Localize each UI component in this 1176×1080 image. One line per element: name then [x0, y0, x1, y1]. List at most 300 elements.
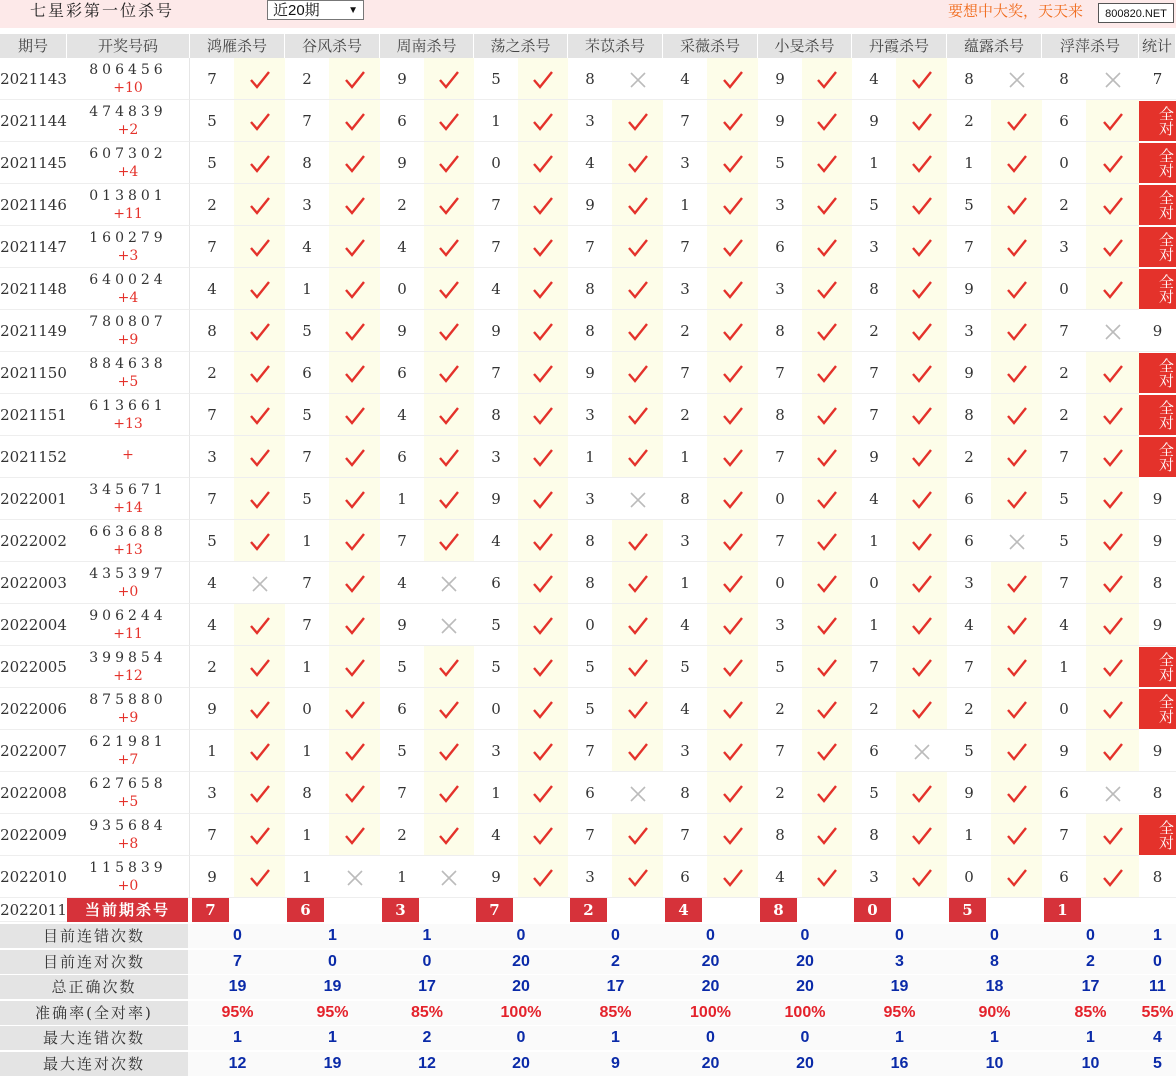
- check-icon: [1006, 279, 1028, 301]
- stat-value: 20: [796, 952, 814, 970]
- kill-number-cell: 0: [947, 856, 991, 898]
- stat-value: 20: [796, 978, 814, 995]
- kill-number-cell: 5: [474, 604, 518, 646]
- kill-number-cell: 8: [663, 478, 707, 520]
- period-cell: 2021151: [0, 394, 67, 436]
- kill-number-cell: 7: [474, 352, 518, 394]
- column-header: 荡之杀号: [474, 34, 568, 58]
- kill-number-cell: 1: [663, 184, 707, 226]
- kill-number-cell: 8: [568, 310, 612, 352]
- check-icon: [627, 111, 649, 133]
- check-icon: [1102, 489, 1124, 511]
- result-cell: [802, 730, 852, 772]
- check-icon: [438, 111, 460, 133]
- check-icon: [816, 699, 838, 721]
- stat-label: 目前连对次数: [0, 950, 188, 974]
- stat-label: 准确率(全对率): [0, 1001, 188, 1025]
- result-cell: [707, 772, 758, 814]
- current-period-cell: 2022011: [0, 898, 67, 922]
- column-header: 采薇杀号: [663, 34, 758, 58]
- result-cell: [518, 394, 568, 436]
- check-icon: [1006, 699, 1028, 721]
- kill-number-cell: 1: [380, 478, 424, 520]
- kill-number-cell: 1: [380, 856, 424, 898]
- check-icon: [344, 657, 366, 679]
- stat-label: 最大连对次数: [0, 1052, 188, 1076]
- stat-value: 17: [606, 978, 625, 995]
- kill-number-cell: 5: [568, 646, 612, 688]
- draw-number-cell: [67, 688, 190, 730]
- kill-number-cell: 9: [474, 856, 518, 898]
- result-cell: [234, 478, 285, 520]
- kill-number-cell: 8: [947, 58, 991, 100]
- kill-number-cell: 7: [285, 562, 329, 604]
- result-cell: [802, 184, 852, 226]
- kill-number-cell: 8: [474, 394, 518, 436]
- current-kill-number: 7: [476, 898, 513, 922]
- check-icon: [249, 531, 271, 553]
- result-cell: [896, 58, 947, 100]
- kill-number-cell: 7: [568, 226, 612, 268]
- top-bar: [0, 0, 1176, 28]
- kill-number-cell: 7: [285, 436, 329, 478]
- result-cell: [424, 310, 474, 352]
- kill-number-cell: 4: [380, 562, 424, 604]
- result-cell: [707, 562, 758, 604]
- result-cell: [234, 226, 285, 268]
- check-icon: [627, 279, 649, 301]
- column-header: 鸿雁杀号: [190, 34, 285, 58]
- check-icon: [344, 111, 366, 133]
- period-cell: 2022002: [0, 520, 67, 562]
- current-kill-number: 0: [854, 898, 891, 922]
- kill-number-cell: 9: [852, 100, 896, 142]
- draw-sum: +0: [117, 584, 139, 600]
- kill-number-cell: 3: [285, 184, 329, 226]
- kill-number-cell: 9: [380, 604, 424, 646]
- kill-number-cell: 5: [190, 142, 234, 184]
- result-cell: [424, 184, 474, 226]
- kill-number-cell: 5: [1042, 520, 1086, 562]
- draw-digits: 875880: [89, 692, 167, 708]
- check-icon: [722, 657, 744, 679]
- kill-number-cell: 3: [663, 520, 707, 562]
- kill-number-cell: 9: [947, 352, 991, 394]
- draw-number-cell: [67, 772, 190, 814]
- draw-sum: +13: [113, 416, 143, 432]
- check-icon: [249, 783, 271, 805]
- kill-number-cell: 7: [663, 814, 707, 856]
- kill-number-cell: 8: [1042, 58, 1086, 100]
- result-cell: [896, 436, 947, 478]
- period-select[interactable]: [267, 0, 364, 20]
- kill-number-cell: 8: [568, 268, 612, 310]
- stat-value: 0: [516, 1029, 526, 1046]
- result-cell: [1086, 100, 1139, 142]
- kill-number-cell: 2: [380, 814, 424, 856]
- result-cell: [896, 604, 947, 646]
- kill-number-cell: 3: [474, 730, 518, 772]
- kill-number-cell: 1: [1042, 646, 1086, 688]
- check-icon: [816, 615, 838, 637]
- result-cell: [329, 100, 380, 142]
- kill-number-cell: 2: [1042, 352, 1086, 394]
- draw-number-cell: [67, 856, 190, 898]
- result-cell: [234, 646, 285, 688]
- draw-digits: 345671: [89, 482, 167, 498]
- stat-value: 0: [516, 927, 526, 944]
- stat-value: 19: [890, 978, 909, 995]
- all-correct-badge: 全对: [1139, 227, 1176, 267]
- column-header: 统计: [1139, 34, 1176, 58]
- stat-label: 最大连错次数: [0, 1026, 188, 1050]
- draw-number-cell: [67, 520, 190, 562]
- period-cell: 2022010: [0, 856, 67, 898]
- kill-number-cell: 3: [568, 100, 612, 142]
- kill-number-cell: 7: [947, 226, 991, 268]
- check-icon: [816, 363, 838, 385]
- all-correct-badge: 全对: [1139, 437, 1176, 477]
- result-cell: [612, 58, 663, 100]
- result-cell: [329, 688, 380, 730]
- check-icon: [532, 447, 554, 469]
- kill-number-cell: 6: [947, 478, 991, 520]
- stat-value: 20: [701, 1054, 720, 1072]
- kill-number-cell: 6: [1042, 856, 1086, 898]
- kill-number-cell: 5: [758, 142, 802, 184]
- draw-digits: 884638: [89, 356, 167, 372]
- stat-value: 55%: [1141, 1003, 1174, 1021]
- kill-number-cell: 8: [758, 394, 802, 436]
- check-icon: [1102, 153, 1124, 175]
- kill-number-cell: 6: [758, 226, 802, 268]
- draw-sum: +0: [117, 878, 139, 894]
- draw-number-cell: [67, 394, 190, 436]
- draw-sum: +11: [113, 206, 143, 222]
- result-cell: [802, 394, 852, 436]
- kill-number-cell: 8: [758, 310, 802, 352]
- stat-count-cell: 9: [1139, 478, 1176, 520]
- check-icon: [438, 489, 460, 511]
- kill-number-cell: 8: [663, 772, 707, 814]
- check-icon: [344, 531, 366, 553]
- current-kill-number: 5: [949, 898, 986, 922]
- chevron-down-icon: ▼: [348, 5, 358, 16]
- result-cell: [1086, 226, 1139, 268]
- check-icon: [816, 321, 838, 343]
- result-cell: [802, 688, 852, 730]
- result-cell: [896, 478, 947, 520]
- check-icon: [532, 237, 554, 259]
- kill-number-cell: 7: [285, 604, 329, 646]
- period-cell: 2021145: [0, 142, 67, 184]
- result-cell: [329, 604, 380, 646]
- result-cell: [234, 142, 285, 184]
- kill-number-cell: 7: [568, 730, 612, 772]
- result-cell: [991, 730, 1042, 772]
- check-icon: [722, 615, 744, 637]
- result-cell: [518, 436, 568, 478]
- result-cell: [991, 814, 1042, 856]
- result-cell: [991, 310, 1042, 352]
- kill-number-cell: 2: [190, 646, 234, 688]
- draw-sum: +5: [117, 374, 139, 390]
- period-cell: 2022007: [0, 730, 67, 772]
- check-icon: [627, 405, 649, 427]
- site-badge[interactable]: 800820.NET: [1098, 3, 1174, 23]
- cross-icon: [1102, 783, 1124, 805]
- result-cell: [707, 352, 758, 394]
- kill-number-cell: 2: [663, 310, 707, 352]
- stat-value: 0: [800, 927, 810, 944]
- result-cell: [329, 352, 380, 394]
- kill-number-cell: 6: [852, 730, 896, 772]
- kill-number-cell: 4: [663, 688, 707, 730]
- result-cell: [802, 310, 852, 352]
- result-cell: [707, 184, 758, 226]
- stat-value: 0: [706, 1029, 715, 1046]
- kill-number-cell: 8: [568, 520, 612, 562]
- kill-number-cell: 3: [852, 856, 896, 898]
- kill-number-cell: 0: [1042, 688, 1086, 730]
- result-cell: [329, 394, 380, 436]
- kill-number-cell: 7: [852, 352, 896, 394]
- result-cell: [707, 604, 758, 646]
- kill-number-cell: 3: [947, 310, 991, 352]
- result-cell: [612, 394, 663, 436]
- check-icon: [1102, 195, 1124, 217]
- kill-number-cell: 7: [474, 226, 518, 268]
- result-cell: [802, 100, 852, 142]
- check-icon: [816, 657, 838, 679]
- result-cell: [991, 520, 1042, 562]
- kill-number-cell: 2: [190, 184, 234, 226]
- kill-number-cell: 3: [758, 268, 802, 310]
- result-cell: [896, 310, 947, 352]
- kill-number-cell: 9: [568, 184, 612, 226]
- result-cell: [424, 856, 474, 898]
- draw-number-cell: [67, 58, 190, 100]
- kill-number-cell: 7: [190, 478, 234, 520]
- result-cell: [234, 436, 285, 478]
- kill-number-cell: 2: [758, 772, 802, 814]
- kill-number-cell: 2: [852, 688, 896, 730]
- draw-digits: 806456: [89, 62, 167, 78]
- kill-number-cell: 6: [474, 562, 518, 604]
- stat-value: 19: [323, 978, 342, 995]
- check-icon: [249, 237, 271, 259]
- result-cell: [329, 226, 380, 268]
- draw-number-cell: [67, 562, 190, 604]
- check-icon: [722, 111, 744, 133]
- stat-value: 1: [422, 927, 432, 944]
- check-icon: [249, 867, 271, 889]
- draw-digits: 435397: [89, 566, 167, 582]
- draw-digits: 780807: [89, 314, 167, 330]
- kill-number-cell: 1: [285, 646, 329, 688]
- stat-count-cell: 8: [1139, 562, 1176, 604]
- check-icon: [1102, 279, 1124, 301]
- stat-value: 11: [1149, 978, 1166, 995]
- result-cell: [802, 562, 852, 604]
- draw-sum: +7: [117, 752, 139, 768]
- check-icon: [249, 657, 271, 679]
- kill-number-cell: 3: [663, 268, 707, 310]
- result-cell: [707, 730, 758, 772]
- check-icon: [344, 615, 366, 637]
- kill-number-cell: 7: [758, 520, 802, 562]
- cross-icon: [344, 867, 366, 889]
- stat-value: 2: [422, 1029, 432, 1046]
- draw-number-cell: [67, 184, 190, 226]
- page-title: 七星彩第一位杀号: [30, 1, 175, 20]
- check-icon: [722, 195, 744, 217]
- check-icon: [816, 867, 838, 889]
- kill-number-cell: 9: [758, 100, 802, 142]
- period-cell: 2022001: [0, 478, 67, 520]
- kill-number-cell: 7: [190, 226, 234, 268]
- kill-number-cell: 8: [285, 142, 329, 184]
- kill-number-cell: 2: [190, 352, 234, 394]
- check-icon: [1102, 573, 1124, 595]
- check-icon: [627, 573, 649, 595]
- result-cell: [612, 100, 663, 142]
- result-cell: [1086, 856, 1139, 898]
- result-cell: [234, 352, 285, 394]
- draw-digits: 474839: [89, 104, 167, 120]
- kill-number-cell: 5: [285, 394, 329, 436]
- result-cell: [1086, 604, 1139, 646]
- draw-sum: +5: [117, 794, 139, 810]
- result-cell: [612, 142, 663, 184]
- stat-label: 总正确次数: [0, 975, 188, 999]
- check-icon: [532, 321, 554, 343]
- result-cell: [802, 436, 852, 478]
- check-icon: [722, 699, 744, 721]
- result-cell: [329, 58, 380, 100]
- result-cell: [518, 520, 568, 562]
- check-icon: [344, 195, 366, 217]
- current-kill-number: 1: [1044, 898, 1081, 922]
- draw-digits: 607302: [89, 146, 167, 162]
- result-cell: [612, 604, 663, 646]
- current-kill-number: 3: [382, 898, 419, 922]
- result-cell: [612, 646, 663, 688]
- result-cell: [424, 58, 474, 100]
- kill-number-cell: 7: [380, 520, 424, 562]
- result-cell: [612, 310, 663, 352]
- result-cell: [991, 772, 1042, 814]
- result-cell: [234, 58, 285, 100]
- result-cell: [234, 604, 285, 646]
- kill-number-cell: 4: [190, 562, 234, 604]
- stat-count-cell: 9: [1139, 604, 1176, 646]
- draw-number-cell: [67, 604, 190, 646]
- cross-icon: [627, 783, 649, 805]
- result-cell: [896, 730, 947, 772]
- kill-number-cell: 0: [758, 478, 802, 520]
- kill-number-cell: 8: [568, 58, 612, 100]
- check-icon: [249, 363, 271, 385]
- kill-number-cell: 9: [947, 772, 991, 814]
- result-cell: [518, 478, 568, 520]
- result-cell: [991, 604, 1042, 646]
- stat-value: 90%: [978, 1003, 1011, 1021]
- kill-number-cell: 1: [285, 268, 329, 310]
- result-cell: [234, 814, 285, 856]
- all-correct-badge: 全对: [1139, 815, 1176, 855]
- draw-number-cell: [67, 100, 190, 142]
- kill-number-cell: 4: [663, 604, 707, 646]
- draw-digits: 613661: [89, 398, 167, 414]
- slogan-marquee[interactable]: 要想中大奖，天天来: [948, 2, 1084, 20]
- stat-value: 4: [1153, 1029, 1162, 1046]
- result-cell: [802, 268, 852, 310]
- check-icon: [911, 279, 933, 301]
- result-cell: [329, 436, 380, 478]
- kill-number-cell: 5: [285, 310, 329, 352]
- period-cell: 2021152: [0, 436, 67, 478]
- kill-number-cell: 4: [758, 856, 802, 898]
- stat-value: 0: [1153, 952, 1162, 970]
- check-icon: [816, 111, 838, 133]
- kill-number-cell: 3: [758, 604, 802, 646]
- check-icon: [1006, 615, 1028, 637]
- all-correct-badge: 全对: [1139, 689, 1176, 729]
- kill-number-cell: 7: [190, 58, 234, 100]
- current-kill-label: 当前期杀号: [67, 898, 188, 922]
- kill-number-cell: 1: [947, 142, 991, 184]
- period-cell: 2021146: [0, 184, 67, 226]
- kill-number-cell: 7: [1042, 310, 1086, 352]
- check-icon: [722, 153, 744, 175]
- result-cell: [329, 310, 380, 352]
- result-cell: [1086, 352, 1139, 394]
- check-icon: [911, 615, 933, 637]
- check-icon: [1006, 405, 1028, 427]
- draw-digits: 399854: [89, 650, 167, 666]
- result-cell: [896, 814, 947, 856]
- result-cell: [518, 226, 568, 268]
- check-icon: [816, 195, 838, 217]
- column-header: 浮萍杀号: [1042, 34, 1139, 58]
- kill-number-cell: 4: [852, 478, 896, 520]
- kill-number-cell: 1: [947, 814, 991, 856]
- check-icon: [249, 741, 271, 763]
- draw-number-cell: [67, 352, 190, 394]
- kill-number-cell: 3: [568, 478, 612, 520]
- period-cell: 2022006: [0, 688, 67, 730]
- result-cell: [991, 436, 1042, 478]
- result-cell: [896, 562, 947, 604]
- check-icon: [438, 69, 460, 91]
- check-icon: [532, 279, 554, 301]
- result-cell: [518, 142, 568, 184]
- result-cell: [329, 184, 380, 226]
- result-cell: [424, 100, 474, 142]
- check-icon: [816, 825, 838, 847]
- result-cell: [802, 520, 852, 562]
- stat-value: 95%: [883, 1003, 916, 1021]
- check-icon: [532, 615, 554, 637]
- result-cell: [329, 730, 380, 772]
- draw-number-cell: [67, 226, 190, 268]
- check-icon: [627, 867, 649, 889]
- kill-number-cell: 4: [285, 226, 329, 268]
- kill-number-cell: 8: [190, 310, 234, 352]
- result-cell: [1086, 436, 1139, 478]
- check-icon: [722, 279, 744, 301]
